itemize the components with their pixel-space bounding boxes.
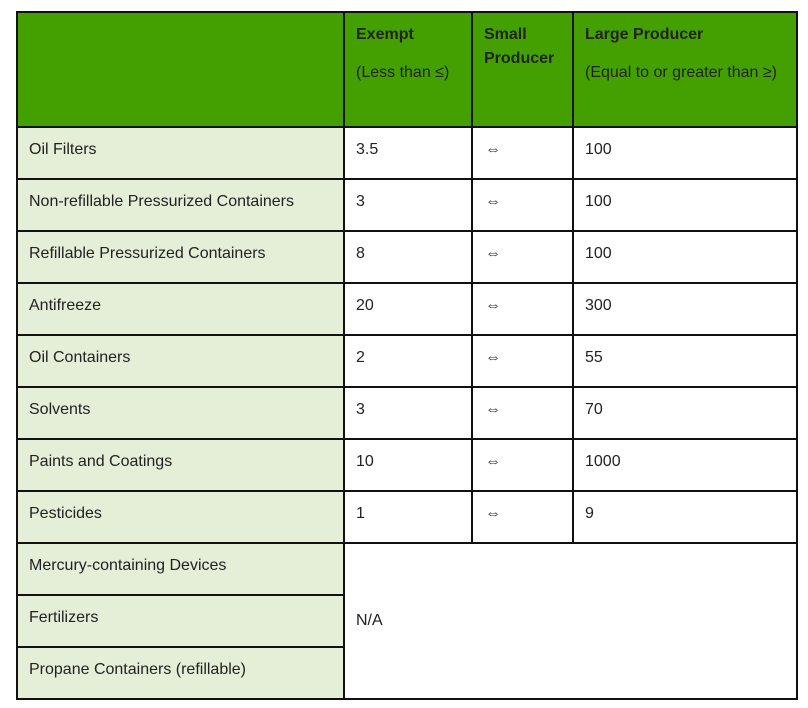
large-producer-value: 55 [573,335,797,387]
row-label: Non-refillable Pressurized Containers [17,179,344,231]
large-producer-value: 100 [573,179,797,231]
header-row [17,12,797,127]
header-exempt-subtitle: (Less than ≤) [356,64,450,81]
header-cell-large-producer [573,12,797,127]
header-cell-small-producer [472,12,573,127]
header-cell-exempt [344,12,472,127]
double-arrow-icon: ⇔ [472,387,573,439]
table-row [17,127,797,179]
exempt-value: 1 [344,491,472,543]
table-row [17,179,797,231]
exempt-value: 3.5 [344,127,472,179]
double-arrow-icon: ⇔ [472,283,573,335]
exempt-value: 20 [344,283,472,335]
large-producer-value: 70 [573,387,797,439]
exempt-value: 3 [344,387,472,439]
row-label: Pesticides [17,491,344,543]
row-label: Antifreeze [17,283,344,335]
row-label: Fertilizers [17,595,344,647]
producer-thresholds-table [16,11,798,700]
exempt-value: 8 [344,231,472,283]
large-producer-value: 9 [573,491,797,543]
table-row [17,543,797,595]
header-small-producer-title: Small Producer [484,26,555,67]
exempt-value: 2 [344,335,472,387]
double-arrow-icon: ⇔ [472,491,573,543]
double-arrow-icon: ⇔ [472,335,573,387]
exempt-value: 10 [344,439,472,491]
row-label: Mercury-containing Devices [17,543,344,595]
row-label: Paints and Coatings [17,439,344,491]
double-arrow-icon: ⇔ [472,179,573,231]
double-arrow-icon: ⇔ [472,127,573,179]
large-producer-value: 100 [573,231,797,283]
header-cell-category [17,12,344,127]
large-producer-value: 100 [573,127,797,179]
not-applicable-cell: N/A [344,543,797,699]
table-row [17,387,797,439]
producer-thresholds-table-wrapper [16,11,798,700]
row-label: Solvents [17,387,344,439]
row-label: Propane Containers (refillable) [17,647,344,699]
double-arrow-icon: ⇔ [472,439,573,491]
header-large-producer-subtitle: (Equal to or greater than ≥) [585,64,777,81]
table-row [17,439,797,491]
large-producer-value: 300 [573,283,797,335]
table-row [17,335,797,387]
double-arrow-icon: ⇔ [472,231,573,283]
table-row [17,231,797,283]
large-producer-value: 1000 [573,439,797,491]
exempt-value: 3 [344,179,472,231]
header-large-producer-title: Large Producer [585,26,704,43]
row-label: Refillable Pressurized Containers [17,231,344,283]
header-exempt-title: Exempt [356,26,414,43]
table-row [17,491,797,543]
row-label: Oil Filters [17,127,344,179]
row-label: Oil Containers [17,335,344,387]
table-row [17,283,797,335]
